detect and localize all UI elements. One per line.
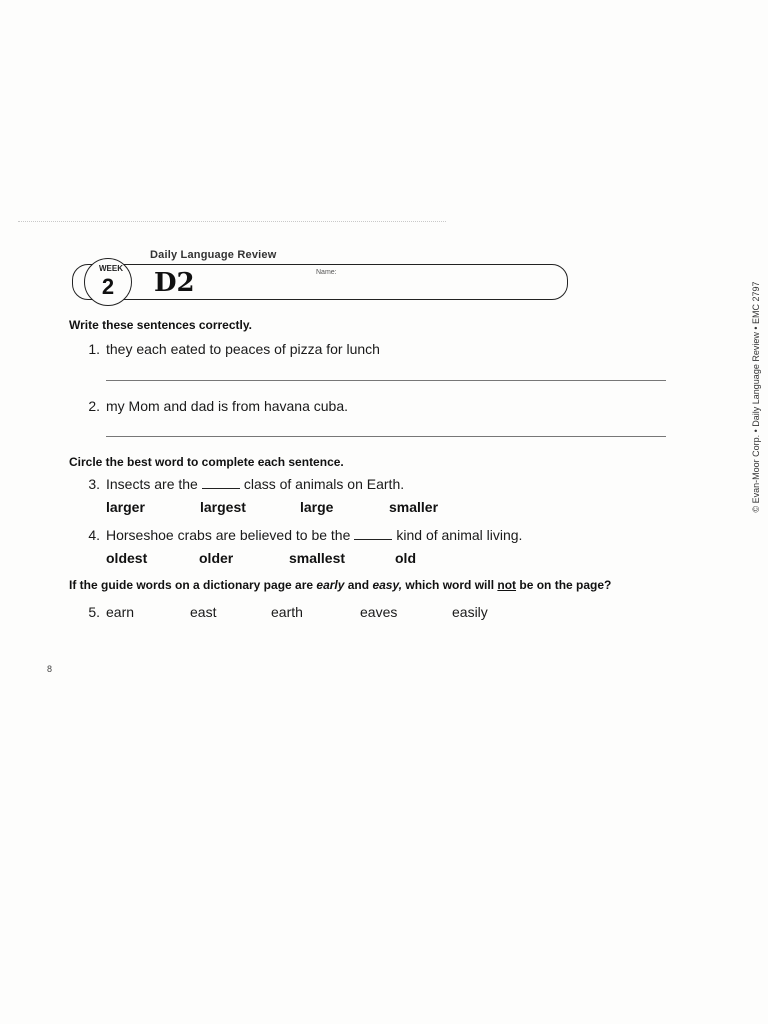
item-text: my Mom and dad is from havana cuba.: [106, 398, 349, 414]
choice-option[interactable]: oldest: [106, 550, 148, 566]
answer-line-1[interactable]: [106, 380, 666, 381]
word-option[interactable]: eaves: [360, 604, 398, 620]
week-label: WEEK: [99, 264, 123, 273]
fill-blank: [354, 529, 392, 540]
item-number: 2.: [88, 398, 100, 414]
choice-option[interactable]: smaller: [389, 499, 439, 515]
instruction-part: be on the page?: [516, 578, 612, 592]
choice-option[interactable]: old: [395, 550, 416, 566]
emphasis-not: not: [497, 578, 517, 592]
dictionary-item-5: [82, 604, 106, 620]
page-number: 8: [47, 664, 53, 674]
section3-instruction: [69, 578, 611, 592]
section1-instruction: Write these sentences correctly.: [69, 318, 252, 332]
item-text-after: kind of animal living.: [396, 527, 523, 543]
word-option[interactable]: east: [190, 604, 217, 620]
item-number: 3.: [88, 476, 100, 492]
choice-option[interactable]: large: [300, 499, 334, 515]
choice-item-4: [82, 527, 522, 543]
guide-word-easy: easy,: [372, 578, 403, 592]
item-text-before: Insects are the: [106, 476, 198, 492]
name-label: Name:: [316, 269, 337, 276]
choice-option[interactable]: older: [199, 550, 234, 566]
word-option[interactable]: earth: [271, 604, 303, 620]
item-number: 5.: [88, 604, 100, 620]
choice-item-3: [82, 476, 404, 492]
item-text-before: Horseshoe crabs are believed to be the: [106, 527, 351, 543]
choice-option[interactable]: smallest: [289, 550, 346, 566]
day-code: D2: [154, 268, 195, 298]
copyright-notice: © Evan-Moor Corp. • Daily Language Review • EMC 2797: [751, 281, 761, 513]
instruction-part: and: [344, 578, 373, 592]
item-text-after: class of animals on Earth.: [243, 476, 405, 492]
instruction-part: If the guide words on a dictionary page are: [69, 578, 317, 592]
sentence-item-1: [82, 341, 380, 357]
word-option[interactable]: easily: [452, 604, 488, 620]
answer-line-2[interactable]: [106, 436, 666, 437]
item-number: 4.: [88, 527, 100, 543]
week-number: 2: [101, 274, 115, 299]
scan-artifact-line: [18, 221, 446, 222]
item-number: 1.: [88, 341, 100, 357]
fill-blank: [202, 478, 240, 489]
instruction-part: which word will: [402, 578, 498, 592]
word-option[interactable]: earn: [106, 604, 135, 620]
sentence-item-2: [82, 398, 348, 414]
item-text: they each eated to peaces of pizza for lunch: [106, 341, 380, 357]
section2-instruction: Circle the best word to complete each sentence.: [69, 455, 344, 469]
choice-option[interactable]: larger: [106, 499, 145, 515]
series-title: Daily Language Review: [150, 249, 277, 261]
choice-option[interactable]: largest: [200, 499, 246, 515]
guide-word-early: early: [316, 578, 345, 592]
